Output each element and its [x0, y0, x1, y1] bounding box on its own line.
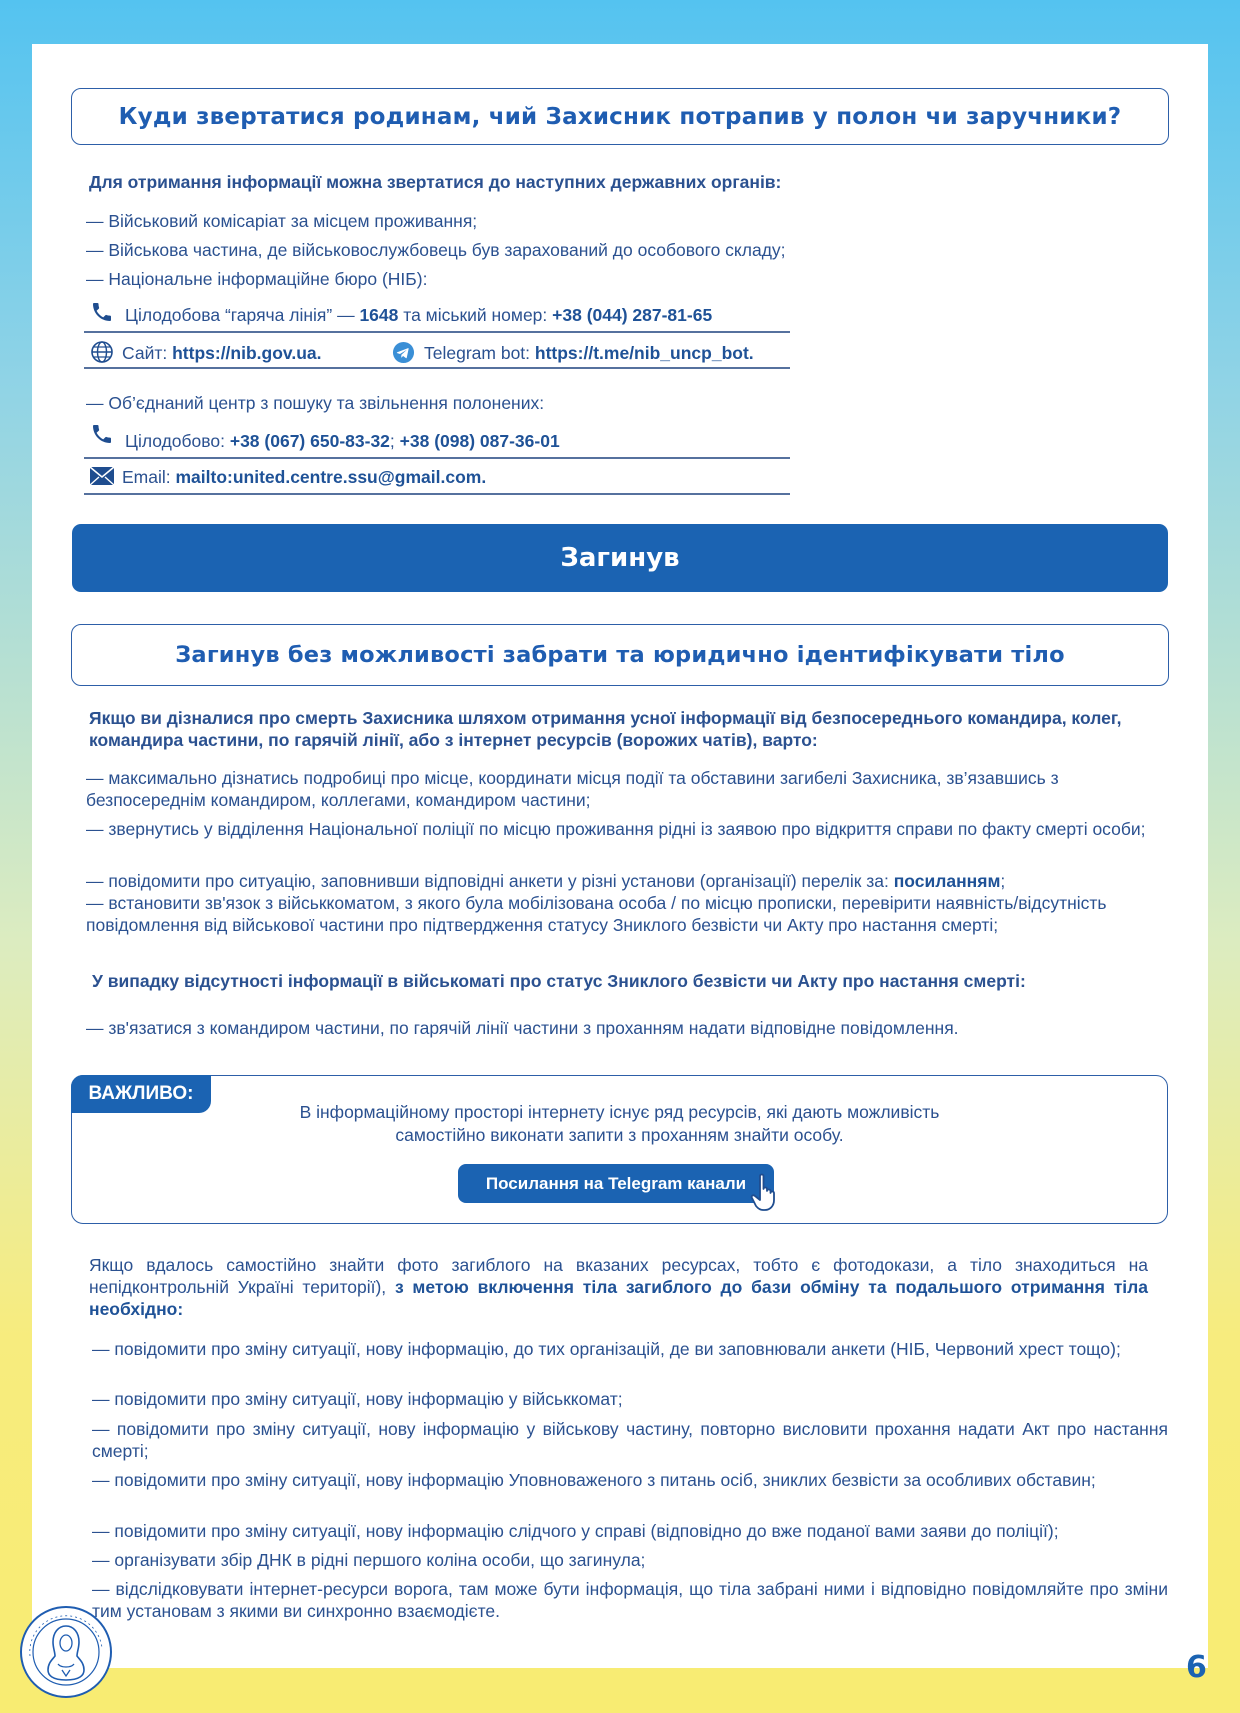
section-title-no-body: Загинув без можливості забрати та юридично ідентифікувати тіло [175, 642, 1065, 668]
center-email-line [122, 466, 486, 488]
section2-item-details: — максимально дізнатись подробиці про місце, координати місця події та обставини загибелі Захисника, зв’язавшись з безпосереднім командиром, коллегами, командиром частини; [86, 768, 1059, 810]
envelope-icon [89, 466, 115, 486]
center-email-label: Email: [122, 467, 176, 487]
list-item-commissariat: — Військовий комісаріат за місцем проживання; [86, 211, 478, 231]
section-title-box-no-body [71, 624, 1169, 686]
nib-site-link[interactable]: https://nib.gov.ua. [172, 343, 322, 363]
telegram-channels-label: Посилання на Telegram канали [485, 1173, 747, 1193]
page-number: 6 [1186, 1650, 1207, 1685]
section2-item-forms [86, 870, 1166, 892]
section3-intro-bold: з метою включення тіла загиблого до бази обміну та подальшого отримання тіла необхідно: [89, 1277, 1148, 1319]
center-email-link[interactable]: mailto:united.centre.ssu@gmail.com. [175, 467, 487, 487]
nib-city-number[interactable]: +38 (044) 287-81-65 [552, 305, 713, 325]
center-phone-2[interactable]: +38 (098) 087-36-01 [399, 431, 560, 451]
important-tag: ВАЖЛИВО: [71, 1075, 211, 1113]
nib-telegram-link[interactable]: https://t.me/nib_uncp_bot. [534, 343, 754, 363]
divider [84, 331, 790, 333]
center-phone-separator: ; [389, 431, 400, 451]
section2-intro: Якщо ви дізналися про смерть Захисника шляхом отримання усної інформації від безпосереднього командира, колег, командира частини, по гарячій лінії, або з інтернет ресурсів (ворожих чатів), варто: [89, 708, 1122, 750]
section-title-box-captivity [71, 88, 1169, 145]
center-phone-1[interactable]: +38 (067) 650-83-32 [229, 431, 390, 451]
nib-hotline-number[interactable]: 1648 [359, 305, 399, 325]
important-line-1: В інформаційному просторі інтернету існує ряд ресурсів, які дають можливість [299, 1102, 940, 1122]
section3-item-ombudsman: — повідомити про зміну ситуації, нову інформацію Уповноваженого з питань осіб, зниклих безвісти за особливих обставин; [92, 1470, 1096, 1490]
list-item-joint-center: — Об’єднаний центр з пошуку та звільнення полонених: [86, 393, 545, 413]
nib-telegram-label: Telegram bot: [424, 343, 535, 363]
section3-item-unit: — повідомити про зміну ситуації, нову інформацію у військову частину, повторно висловити прохання надати Акт про настання смерті; [92, 1419, 1168, 1461]
nib-phone-mid: та міський номер: [398, 305, 553, 325]
section3-item-dna: — організувати збір ДНК в рідні першого коліна особи, що загинула; [92, 1550, 646, 1570]
globe-icon [90, 340, 114, 364]
center-phone-line [125, 430, 560, 452]
forms-text: — повідомити про ситуацію, заповнивши відповідні анкети у різні установи (організації) перелік за: [86, 871, 894, 891]
section2-item-commissariat: — встановити зв'язок з військкоматом, з якого була мобілізована особа / по місцю прописки, перевірити наявність/відсутність повідомлення від військової частини про підтвердження статусу Зниклого безвісти чи Акту про настання смерті; [86, 893, 1107, 935]
nib-site-label: Сайт: [122, 343, 173, 363]
section3-item-monitor: — відслідковувати інтернет-ресурси ворога, там може бути інформація, що тіла забрані ними і відповідно повідомляйте про зміни тим установам з якими ви синхронно взаємодієте. [92, 1579, 1168, 1621]
phone-icon [90, 300, 114, 324]
nib-phone-prefix: Цілодобова “гаряча лінія” — [125, 305, 360, 325]
important-line-2: самостійно виконати запити з проханням знайти особу. [395, 1125, 844, 1145]
telegram-channels-button[interactable] [458, 1164, 774, 1203]
section2-item-police: — звернутись у відділення Національної поліції по місцю проживання рідні із заявою про відкриття справи по факту смерті особи; [86, 819, 1146, 839]
divider [84, 457, 790, 459]
center-phone-label: Цілодобово: [125, 431, 230, 451]
divider [84, 493, 790, 495]
list-item-military-unit: — Військова частина, де військовослужбовець був зарахований до особового складу; [86, 240, 786, 260]
section3-item-orgs: — повідомити про зміну ситуації, нову інформацію, до тих організацій, де ви заповнювали анкети (НІБ, Червоний хрест тощо); [92, 1339, 1121, 1359]
list-item-nib: — Національне інформаційне бюро (НІБ): [86, 269, 428, 289]
divider [84, 367, 790, 369]
banner-title: Загинув [560, 543, 680, 573]
section3-item-commissariat: — повідомити про зміну ситуації, нову інформацію у військкомат; [92, 1389, 623, 1409]
nib-site-line [122, 342, 321, 364]
absence-title: У випадку відсутності інформації в військоматі про статус Зниклого безвісти чи Акту про настання смерті: [92, 971, 1026, 991]
section1-intro: Для отримання інформації можна звертатися до наступних державних органів: [89, 172, 782, 192]
forms-link[interactable]: посиланням [893, 871, 1001, 891]
section3-item-investigator: — повідомити про зміну ситуації, нову інформацію слідчого у справі (відповідно до вже поданої вами заяви до поліції); [92, 1521, 1059, 1541]
section3-intro [89, 1254, 1148, 1320]
section3-intro-text: Якщо вдалось самостійно знайти фото загиблого на вказаних ресурсах, тобто є фотодокази, а тіло знаходиться на непідконтрольній Україні території), [89, 1255, 1148, 1297]
section-title-captivity: Куди звертатися родинам, чий Захисник потрапив у полон чи заручники? [118, 103, 1122, 130]
telegram-icon [392, 341, 415, 364]
nib-telegram-line [424, 342, 754, 364]
nib-phone-line [125, 304, 712, 326]
hand-pointer-icon [750, 1172, 784, 1212]
forms-end: ; [1000, 871, 1006, 891]
phone-icon [90, 422, 114, 446]
association-logo [18, 1604, 114, 1700]
absence-item: — зв'язатися з командиром частини, по гарячій лінії частини з проханням надати відповідне повідомлення. [86, 1018, 959, 1038]
section-banner-died [72, 524, 1168, 592]
